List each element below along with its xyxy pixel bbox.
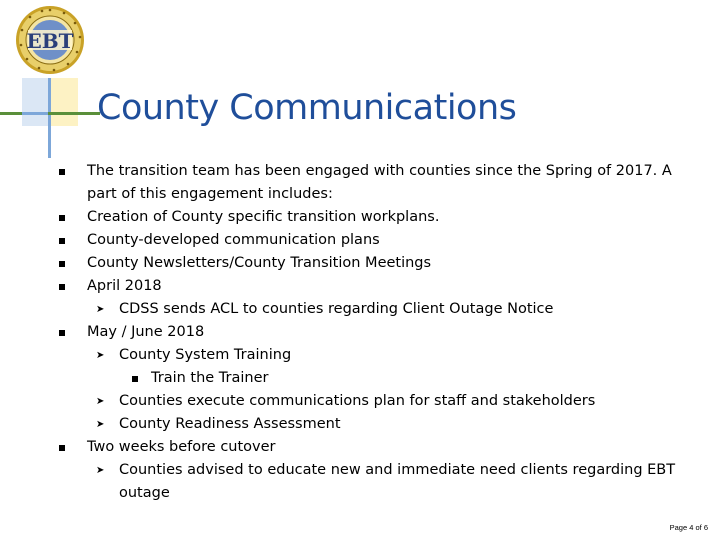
square-bullet-icon bbox=[59, 215, 65, 221]
list-item bbox=[56, 275, 696, 298]
square-bullet-icon bbox=[132, 376, 138, 382]
bullet-text: County-developed communication plans bbox=[87, 232, 380, 248]
arrow-bullet-icon: ➤ bbox=[96, 419, 105, 430]
list-item bbox=[56, 436, 696, 459]
arrow-bullet-icon: ➤ bbox=[96, 396, 105, 407]
bullet-text: April 2018 bbox=[87, 278, 162, 294]
list-item bbox=[56, 229, 696, 252]
square-bullet-icon bbox=[59, 445, 65, 451]
bullet-text: County Newsletters/County Transition Meetings bbox=[87, 255, 432, 271]
list-item bbox=[56, 413, 696, 436]
slide-title: County Communications bbox=[97, 88, 517, 128]
bullet-text: Train the Trainer bbox=[151, 370, 269, 386]
list-item bbox=[56, 298, 696, 321]
page-number: Page 4 of 6 bbox=[669, 523, 708, 532]
square-bullet-icon bbox=[59, 284, 65, 290]
square-bullet-icon bbox=[59, 261, 65, 267]
bullet-text: The transition team has been engaged with counties since the Spring of 2017. A part of this engagement includes: bbox=[87, 163, 672, 202]
square-bullet-icon bbox=[59, 238, 65, 244]
arrow-bullet-icon: ➤ bbox=[96, 465, 105, 476]
svg-text:EBT: EBT bbox=[26, 29, 74, 53]
bullet-text: Counties advised to educate new and immediate need clients regarding EBT outage bbox=[119, 462, 676, 501]
list-item bbox=[56, 390, 696, 413]
bullet-list bbox=[56, 160, 696, 505]
ebt-seal-logo bbox=[14, 4, 86, 76]
list-item bbox=[56, 344, 696, 367]
bullet-text: May / June 2018 bbox=[87, 324, 205, 340]
bullet-text: CDSS sends ACL to counties regarding Client Outage Notice bbox=[119, 301, 554, 317]
arrow-bullet-icon: ➤ bbox=[96, 304, 105, 315]
bullet-text: Counties execute communications plan for staff and stakeholders bbox=[119, 393, 596, 409]
list-item bbox=[56, 459, 696, 505]
square-bullet-icon bbox=[59, 330, 65, 336]
list-item bbox=[56, 160, 696, 206]
list-item bbox=[56, 206, 696, 229]
bullet-text: Creation of County specific transition workplans. bbox=[87, 209, 440, 225]
square-bullet-icon bbox=[59, 169, 65, 175]
bullet-text: County System Training bbox=[119, 347, 292, 363]
list-item bbox=[56, 252, 696, 275]
bullet-text: Two weeks before cutover bbox=[87, 439, 276, 455]
bullet-text: County Readiness Assessment bbox=[119, 416, 341, 432]
list-item bbox=[56, 321, 696, 344]
arrow-bullet-icon: ➤ bbox=[96, 350, 105, 361]
list-item bbox=[56, 367, 696, 390]
